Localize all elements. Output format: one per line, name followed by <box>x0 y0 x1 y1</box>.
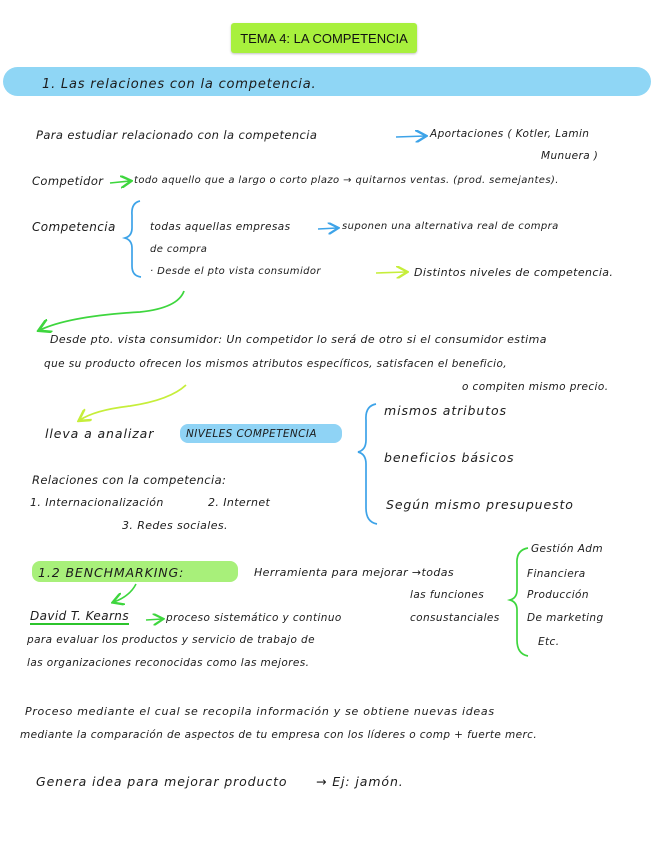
page-title: TEMA 4: LA COMPETENCIA <box>231 23 417 53</box>
relaciones-item2: 2. Internet <box>208 496 271 509</box>
competencia-item1-cont: de compra <box>150 244 208 255</box>
consumer-view-line1: Desde pto. vista consumidor: Un competidor lo será de otro si el consumidor estima <box>50 333 547 346</box>
consumer-view-line2: que su producto ofrecen los mismos atributos específicos, satisfacen el beneficio, <box>44 358 508 370</box>
brace-icon <box>358 404 377 524</box>
niveles-highlight: NIVELES COMPETENCIA <box>186 428 317 440</box>
competidor-label: Competidor <box>32 174 104 188</box>
niveles-item-1: mismos atributos <box>384 403 507 418</box>
competencia-item1: todas aquellas empresas <box>150 221 291 233</box>
competencia-label: Competencia <box>32 220 116 234</box>
genera-text: Genera idea para mejorar producto <box>36 774 288 789</box>
arrow-icon <box>318 228 337 229</box>
function-3: Producción <box>527 589 589 601</box>
competencia-item1-result: suponen una alternativa real de compra <box>342 221 559 232</box>
competencia-item2-result: Distintos niveles de competencia. <box>414 266 614 279</box>
benchmarking-text1: Herramienta para mejorar →todas <box>254 566 455 579</box>
competidor-definition: todo aquello que a largo o corto plazo → quitarnos ventas. (prod. semejantes). <box>134 175 559 186</box>
arrow-icon <box>146 619 162 620</box>
study-result: Aportaciones ( Kotler, Lamin <box>430 128 590 140</box>
function-1: Gestión Adm <box>531 543 603 555</box>
consumer-view-line3: o compiten mismo precio. <box>462 381 609 393</box>
curved-arrow-icon <box>80 385 186 420</box>
arrow-icon <box>396 136 425 137</box>
arrow-icon <box>110 181 130 183</box>
function-5: Etc. <box>538 636 560 648</box>
brace-icon <box>125 201 141 277</box>
benchmarking-line2: para evaluar los productos y servicio de trabajo de <box>27 634 315 646</box>
benchmarking-author-text: proceso sistemático y continuo <box>166 612 342 624</box>
function-4: De marketing <box>527 612 604 624</box>
niveles-item-2: beneficios básicos <box>384 450 515 465</box>
proceso-line1: Proceso mediante el cual se recopila información y se obtiene nuevas ideas <box>25 705 495 718</box>
study-result-cont: Munuera ) <box>541 150 599 162</box>
brace-icon <box>510 548 528 656</box>
competencia-item2: · Desde el pto vista consumidor <box>150 266 321 277</box>
genera-example: → Ej: jamón. <box>316 774 404 789</box>
function-2: Financiera <box>527 568 586 580</box>
benchmarking-text2: las funciones <box>410 589 485 601</box>
benchmarking-heading: 1.2 BENCHMARKING: <box>38 565 185 580</box>
benchmarking-text3: consustanciales <box>410 612 500 624</box>
niveles-lead: lleva a analizar <box>45 426 155 441</box>
section-heading: 1. Las relaciones con la competencia. <box>42 77 317 92</box>
relaciones-label: Relaciones con la competencia: <box>32 473 227 487</box>
benchmarking-line3: las organizaciones reconocidas como las mejores. <box>27 657 310 669</box>
curved-arrow-icon <box>40 291 184 330</box>
arrow-icon <box>114 584 136 602</box>
niveles-item-3: Según mismo presupuesto <box>386 497 574 512</box>
benchmarking-author: David T. Kearns <box>30 609 129 623</box>
relaciones-item1: 1. Internacionalización <box>30 496 164 509</box>
study-line: Para estudiar relacionado con la competencia <box>36 128 318 142</box>
proceso-line2: mediante la comparación de aspectos de tu empresa con los líderes o comp + fuerte merc. <box>20 729 538 741</box>
relaciones-item3: 3. Redes sociales. <box>122 519 228 532</box>
arrow-icon <box>376 272 406 273</box>
